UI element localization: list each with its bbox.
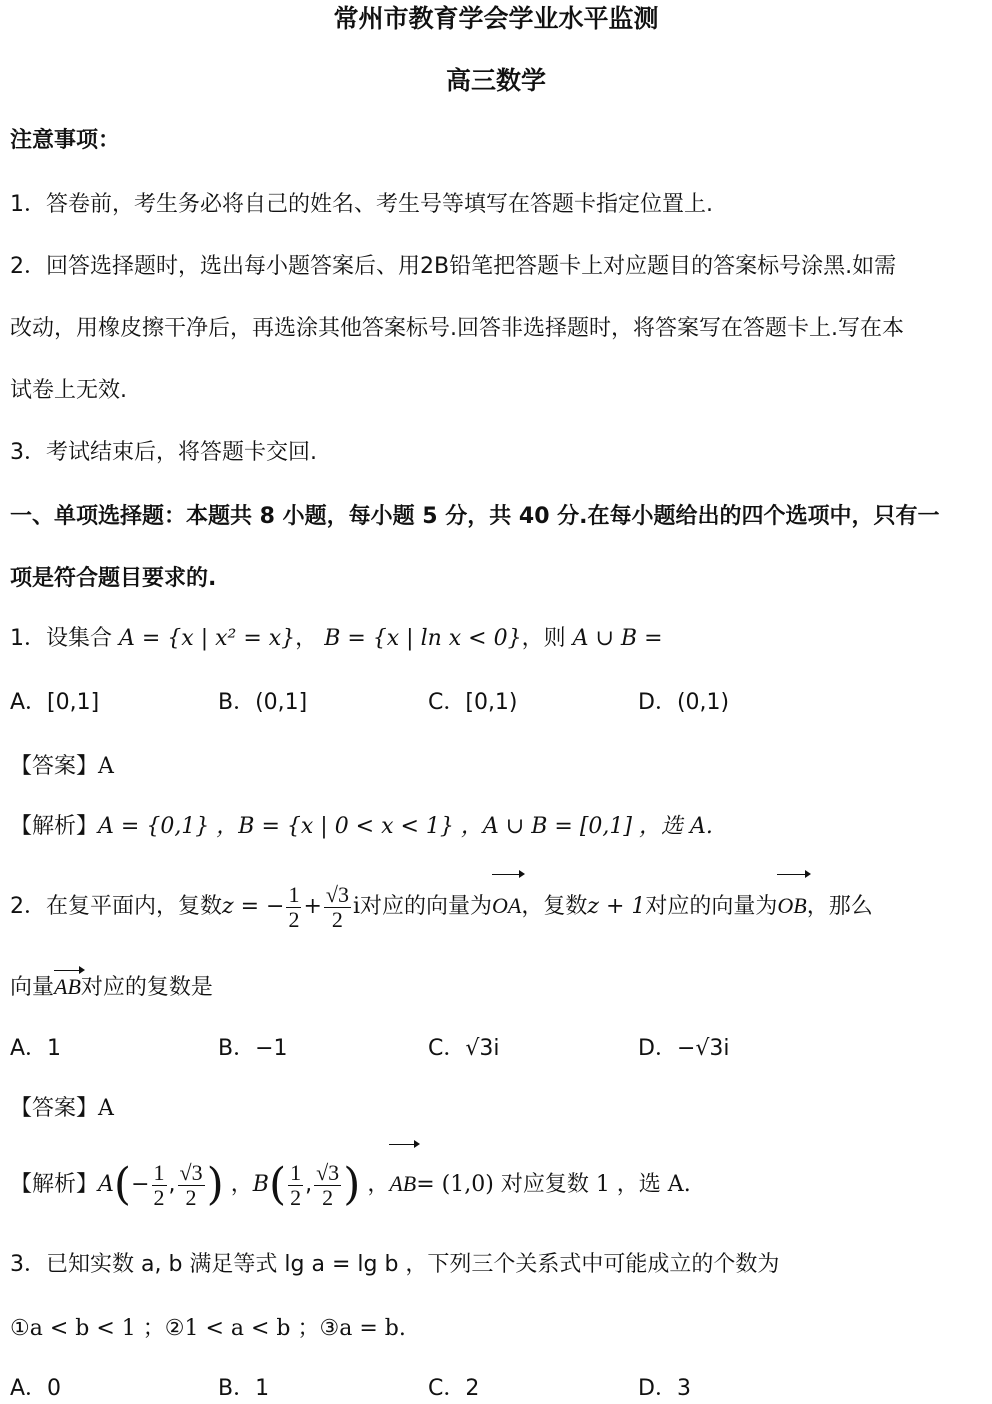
q2-analysis-vector-ab: AB [389, 1146, 416, 1222]
section-heading: 一、单项选择题：本题共 8 小题，每小题 5 分，共 40 分.在每小题给出的四个选项中，只有一 [10, 504, 940, 529]
q1-set-b: B = {x | ln x < 0} [324, 626, 522, 651]
q2-vector-ab: AB [54, 972, 81, 1002]
q2-paren-open-b: ( [268, 1159, 287, 1210]
q2-point-b: B [252, 1172, 269, 1197]
q2-pt-b-x-num: 1 [290, 1159, 302, 1185]
q2-analysis-tag: 【解析】 [10, 1172, 99, 1197]
q2-pt-a-y [178, 1161, 205, 1210]
q2-pt-a-x-num: 1 [153, 1159, 165, 1185]
q2-frac-sqrt3 [324, 883, 351, 932]
q2-pt-a-x-den: 2 [153, 1184, 165, 1210]
q3-option-d: D．3 [638, 1376, 691, 1401]
q2-stem-b: 对应的向量为 [360, 894, 493, 919]
q2-pt-a-y-den: 2 [185, 1184, 197, 1210]
q3-option-b: B．1 [218, 1376, 270, 1401]
q1-union: A ∪ B = [572, 626, 663, 651]
q2-pt-a-y-num: √3 [179, 1159, 203, 1185]
q2-analysis-tail: = (1,0) 对应复数 1 ，选 A. [416, 1172, 691, 1197]
question-2-cont [10, 972, 984, 1003]
q1-analysis [10, 812, 984, 842]
q2-option-c: C．√3i [428, 1036, 500, 1061]
q2-stem-a: 2．在复平面内，复数 [10, 894, 222, 919]
q1-answer [10, 752, 984, 782]
q2-pt-b-y-num: √3 [316, 1159, 340, 1185]
q2-option-b: B．−1 [218, 1036, 288, 1061]
q2-line2-a: 向量 [10, 975, 55, 1000]
q2-frac1-num: 1 [288, 881, 300, 907]
q2-paren-close-b: ) [343, 1159, 361, 1210]
q2-analysis: 【解析】A(− $\frac{1}{2}$ , $\frac{√3}{2}$ ) ，B( $\frac{1}{2}$ , $\frac{√3}{2}$ ) ，AB= (1,0) 对应复数 1 ，选 A. [10, 1146, 984, 1226]
q2-stem-e: ，那么 [806, 894, 873, 919]
q1-option-c: C．[0,1) [428, 690, 518, 715]
question-3: 3．已知实数 a, b 满足等式 lg a = lg b ，下列三个关系式中可能成立的个数为 [10, 1252, 780, 1277]
q2-paren-close: ) [206, 1159, 224, 1210]
q1-analysis-tag: 【解析】 [10, 814, 99, 839]
notice-item-2-cont: 改动，用橡皮擦干净后，再选涂其他答案标号.回答非选择题时，将答案写在答题卡上.写在本 [10, 316, 904, 341]
q2-pt-b-y [314, 1161, 341, 1210]
q1-answer-tag: 【答案】 [10, 754, 99, 779]
q1-stem-suffix: ，则 [521, 626, 566, 651]
q2-option-d: D．−√3i [638, 1036, 730, 1061]
q2-z-expr: z = − [222, 894, 285, 919]
q2-pt-b-x [288, 1161, 303, 1210]
q1-set-a: A = {x | x² = x} [119, 626, 296, 651]
q1-option-b: B．(0,1] [218, 690, 308, 715]
q2-frac1-den: 2 [288, 906, 300, 932]
q2-paren-open: ( [113, 1159, 132, 1210]
q2-frac-half [286, 883, 301, 932]
q2-answer-tag: 【答案】 [10, 1096, 99, 1121]
q1-sep: ， [295, 626, 318, 651]
q2-frac2-num: √3 [325, 881, 349, 907]
q1-stem-prefix: 1．设集合 [10, 626, 112, 651]
q2-stem-d: 对应的向量为 [645, 894, 778, 919]
q1-option-a: A．[0,1] [10, 690, 100, 715]
q1-analysis-text: A = {0,1} ，B = {x | 0 < x < 1} ，A ∪ B = [0,1] ，选 A. [98, 814, 713, 839]
notice-item-2-end: 试卷上无效. [10, 378, 127, 403]
notice-heading: 注意事项： [10, 128, 121, 153]
q2-option-a: A．1 [10, 1036, 62, 1061]
q1-option-d: D．(0,1) [638, 690, 730, 715]
q2-answer-value: A [98, 1096, 114, 1121]
q3-relations: ①a < b < 1 ；②1 < a < b ；③a = b. [10, 1316, 406, 1341]
q2-vector-ob: OB [777, 876, 806, 936]
page-title: 常州市教育学会学业水平监测 [333, 4, 659, 33]
notice-item-2: 2．回答选择题时，选出每小题答案后、用2B铅笔把答题卡上对应题目的答案标号涂黑.如需 [10, 254, 897, 279]
q3-option-c: C．2 [428, 1376, 480, 1401]
q2-stem-c: ，复数 [521, 894, 588, 919]
page-subtitle: 高三数学 [445, 66, 546, 95]
section-heading-cont: 项是符合题目要求的. [10, 566, 217, 591]
notice-item-1: 1．答卷前，考生务必将自己的姓名、考生号等填写在答题卡指定位置上. [10, 192, 713, 217]
q2-answer [10, 1094, 984, 1124]
notice-item-3: 3．考试结束后，将答题卡交回. [10, 440, 317, 465]
q2-z-plus-1: z + 1 [587, 894, 646, 919]
q2-pt-b-y-den: 2 [322, 1184, 334, 1210]
q2-vector-oa: OA [492, 876, 521, 936]
q2-pt-a-x [152, 1161, 167, 1210]
q2-pt-b-x-den: 2 [290, 1184, 302, 1210]
q2-plus: + [303, 894, 322, 919]
q1-answer-value: A [98, 754, 114, 779]
q2-frac2-den: 2 [331, 906, 343, 932]
q2-line2-b: 对应的复数是 [80, 975, 213, 1000]
q3-option-a: A．0 [10, 1376, 62, 1401]
q2-i-unit: i [352, 894, 361, 919]
question-1 [10, 624, 984, 654]
q2-point-a: A [98, 1172, 114, 1197]
q2-pt-a-minus: − [131, 1172, 150, 1197]
question-2 [10, 876, 984, 940]
